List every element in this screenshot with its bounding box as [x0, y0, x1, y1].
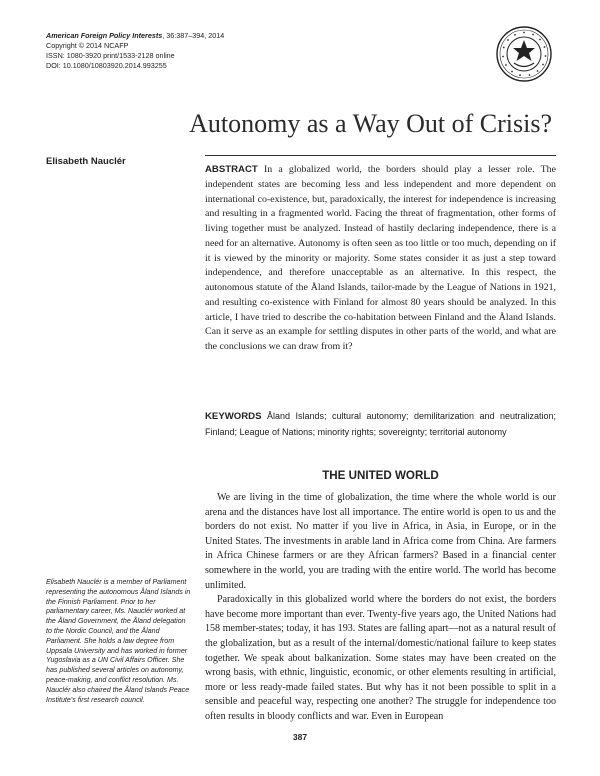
article-title: Autonomy as a Way Out of Crisis? [189, 109, 552, 138]
author-name: Elisabeth Nauclér [46, 156, 126, 167]
copyright: Copyright © 2014 NCAFP [46, 41, 129, 50]
abstract-text: In a globalized world, the borders should play a lesser role. The independent states are becoming less and less independent and more dependent on international co-existence, but, paradoxically, the interest for independence is increasing and resulting in a fragmented world. Facing the threat of fragmentation, other forms of living together must be analyzed. Instead of hastily declaring independence, there is a need for an alternative. Autonomy is often seen as too little or too much, depending on if it is viewed by the minority or majority. Some states consider it as just a step toward independence, and therefore unacceptable as an alternative. In this respect, the autonomous statute of the Åland Islands, tailor-made by the League of Nations in 1921, and resulting co-existence with Finland for almost 80 years should be analyzed. In this article, I have tried to describe the co-habitation between Finland and the Åland Islands. Can it serve as an example for settling disputes in other parts of the world, and what are the conclusions we can draw from it? [205, 164, 556, 352]
journal-seal-icon [496, 26, 552, 82]
journal-info [46, 31, 346, 71]
keywords-label: KEYWORDS [205, 411, 262, 422]
keywords-text: Åland Islands; cultural autonomy; demilitarization and neutralization; Finland; League of Nations; minority rights; sovereignty; territorial autonomy [205, 411, 556, 437]
body-text [205, 491, 556, 725]
abstract [205, 163, 556, 355]
abstract-divider [205, 155, 556, 156]
author-bio: Elisabeth Nauclér is a member of Parliament representing the autonomous Åland Islands in the Finnish Parliament. Prior to her parliamentary career, Ms. Nauclér worked at the Åland Government, the Åland delegation to the Nordic Council, and the Åland Parliament. She holds a law degree from Uppsala University and has worked in former Yugoslavia as a UN Civil Affairs Officer. She has published several articles on autonomy, peace-making, and conflict resolution. Ms. Nauclér also chaired the Åland Islands Peace Institute's first research council. [46, 578, 191, 704]
paragraph: Paradoxically in this globalized world where the borders do not exist, the borders have become more important than ever. Twenty-five years ago, the United Nations had 158 member-states; today, it has 193. States are falling apart—not as a natural result of the globalization, but as a result of the internal/domestic/national failure to keep states together. We speak about balkanization. Some states may have been created on the wrong basis, with ethnic, linguistic, economic, or other elements resulting in artificial, more or less ready-made failed states. But why has it not been possible to split in a sensible and peaceful way, respecting one another? The struggle for independence too often results in bloody conflicts and war. Even in European [205, 594, 556, 722]
journal-citation-line [46, 31, 346, 41]
keywords [205, 409, 556, 439]
paragraph: We are living in the time of globalization, the time where the whole world is our arena and the distances have lost all importance. The entire world is open to us and the borders do not exist. No matter if you live in Africa, in Asia, in Europe, or in the United States. The investments in arable land in Africa come from China. Are farmers in Africa Chinese farmers or are they African farmers? Based in a financial center somewhere in the world, you are trading with the entire world. The world has become unlimited. [205, 492, 556, 591]
doi: DOI: 10.1080/10803920.2014.993255 [46, 61, 167, 70]
issn: ISSN: 1080-3920 print/1533-2128 online [46, 51, 175, 60]
page-number: 387 [292, 732, 308, 742]
journal-name: American Foreign Policy Interests [46, 31, 163, 40]
abstract-label: ABSTRACT [205, 164, 258, 175]
section-heading: THE UNITED WORLD [322, 469, 439, 482]
journal-citation: , 36:387–394, 2014 [162, 31, 225, 40]
